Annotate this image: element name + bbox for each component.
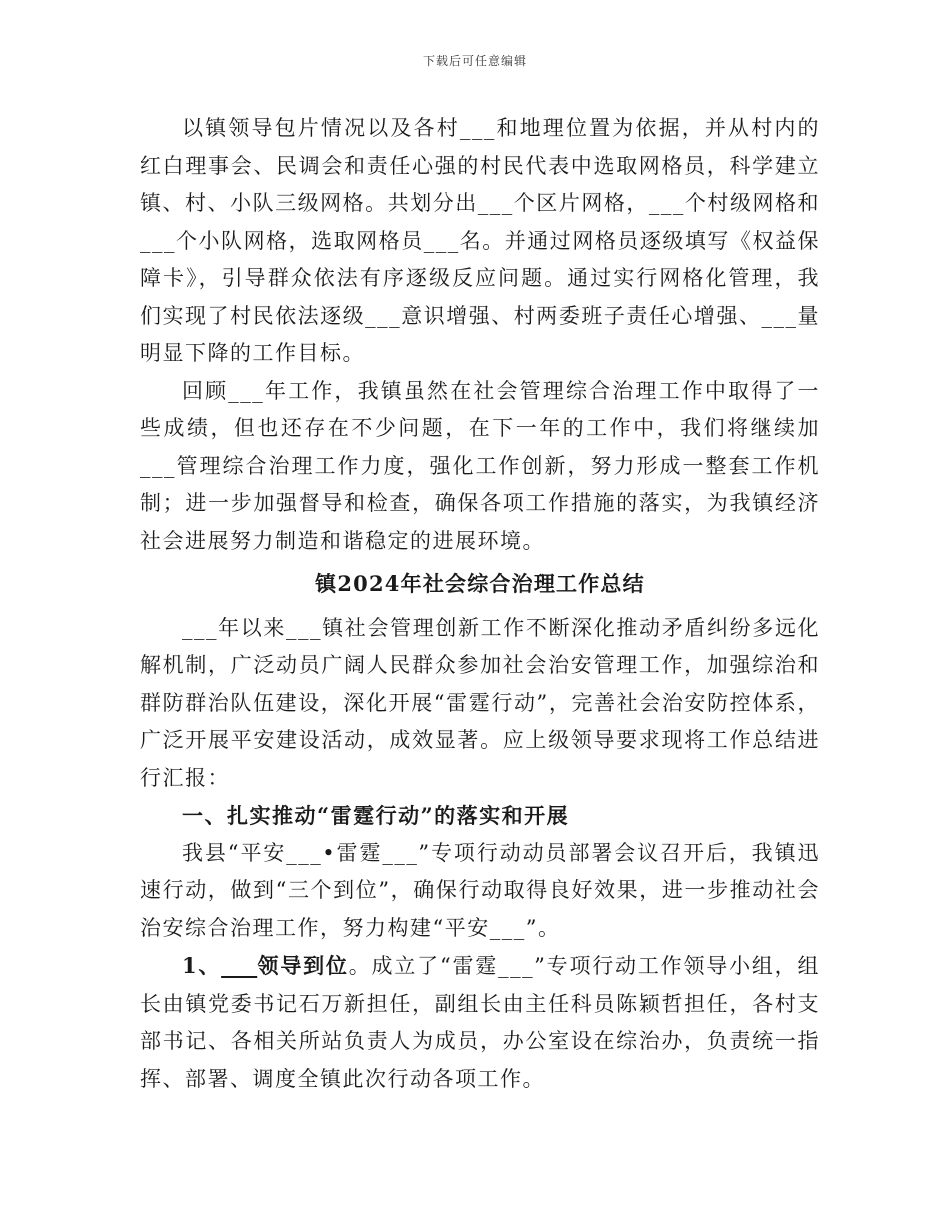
paragraph-thunder-action: 我县“平安___•雷霆___”专项行动动员部署会议召开后，我镇迅速行动，做到“三个到位”，确保行动取得良好效果，进一步推动社会治安综合治理工作，努力构建“平安___”。 bbox=[140, 840, 820, 940]
document-body bbox=[140, 110, 820, 1098]
list-item-leadership bbox=[140, 947, 820, 1098]
document-title: 镇2024年社会综合治理工作总结 bbox=[315, 571, 645, 596]
paragraph-grid-management: 以镇领导包片情况以及各村___和地理位置为依据，并从村内的红白理事会、民调会和责任心强的村民代表中选取网格员，科学建立镇、村、小队三级网格。共划分出___个区片网格，___个村级网格和___个小队网格，选取网格员___名。并通过网格员逐级填写《权益保障卡》，引导群众依法有序逐级反应问题。通过实行网格化管理，我们实现了村民依法逐级___意识增强、村两委班子责任心增强、___量明显下降的工作目标。 bbox=[140, 116, 820, 365]
section-heading-1: 一、扎实推动“雷霆行动”的落实和开展 bbox=[182, 803, 570, 828]
item-number: 1、 bbox=[182, 953, 222, 978]
page-header-note: 下载后可任意编辑 bbox=[422, 54, 527, 68]
paragraph-review: 回顾___年工作，我镇虽然在社会管理综合治理工作中取得了一些成绩，但也还存在不少问题，在下一年的工作中，我们将继续加___管理综合治理工作力度，强化工作创新，努力形成一整套工作机制；进一步加强督导和检查，确保各项工作措施的落实，为我镇经济社会进展努力制造和谐稳定的进展环境。 bbox=[140, 378, 820, 553]
item-blank: ___ bbox=[221, 953, 258, 978]
paragraph-intro: ___年以来___镇社会管理创新工作不断深化推动矛盾纠纷多远化解机制，广泛动员广阔人民群众参加社会治安管理工作，加强综治和群防群治队伍建设，深化开展“雷霆行动”，完善社会治安防控体系，广泛开展平安建设活动，成效显著。应上级领导要求现将工作总结进行汇报： bbox=[140, 615, 820, 790]
item-lead-text: 领导到位 bbox=[257, 953, 349, 978]
item-body-text: 。成立了“雷霆___”专项行动工作领导小组，组长由镇党委书记石万新担任，副组长由主任科员陈颖哲担任，各村支部书记、各相关所站负责人为成员，办公室设在综治办，负责统一指挥、部署、调度全镇此次行动各项工作。 bbox=[140, 954, 820, 1091]
